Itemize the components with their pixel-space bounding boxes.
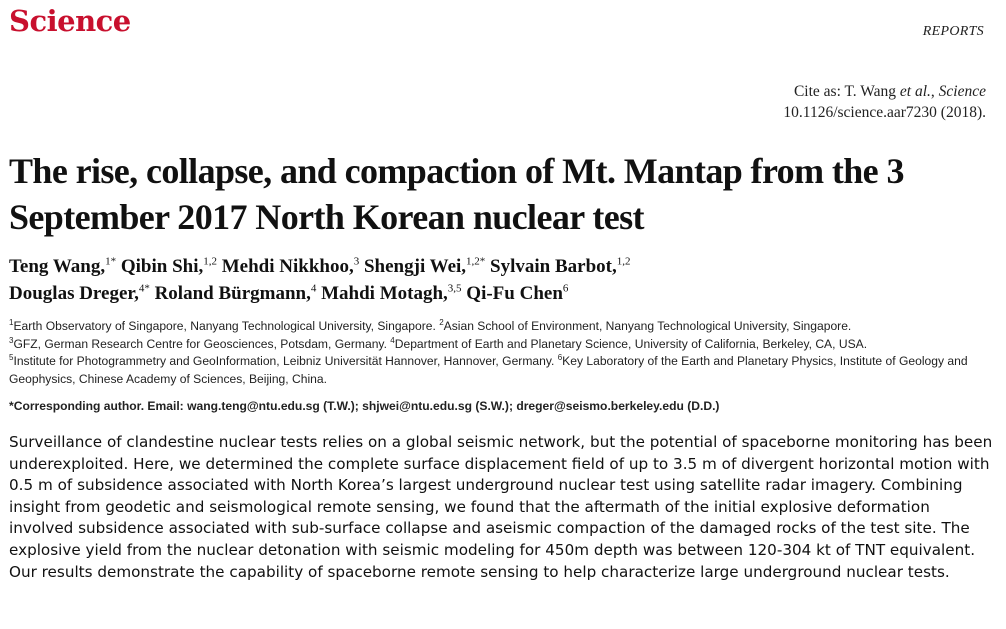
author-affil-sup: 3 <box>353 255 360 268</box>
author-name: Qibin Shi, <box>120 256 204 277</box>
citation <box>783 81 986 123</box>
citation-doi: 10.1126/science.aar7230 (2018). <box>783 104 986 121</box>
affiliation-number: 2 <box>439 317 444 327</box>
author-affil-sup: 4 <box>310 282 317 295</box>
journal-logo: Science <box>9 4 131 38</box>
citation-etal: et al. <box>899 83 931 100</box>
citation-prefix: Cite as: T. Wang <box>793 83 900 100</box>
author-name: Douglas Dreger, <box>9 283 139 304</box>
author-name: Shengji Wei, <box>363 256 467 277</box>
affiliation-number: 1 <box>9 317 14 327</box>
author-affil-sup: 1,2* <box>466 255 486 268</box>
paper-title: The rise, collapse, and compaction of Mt. Mantap from the 3 September 2017 North Korean nuclear test <box>9 151 904 237</box>
affiliation-text: Earth Observatory of Singapore, Nanyang Technological University, Singapore. <box>13 319 440 333</box>
abstract: Surveillance of clandestine nuclear tests relies on a global seismic network, but the potential of spaceborne monitoring has been underexploited. Here, we determined the complete surface displacement field of up to 3.5 m of divergent horizontal motion with 0.5 m of subsidence associated with North Korea’s largest underground nuclear test using satellite radar imagery. Combining insight from geodetic and seismological remote sensing, we found that the aftermath of the initial explosive deformation involved subsidence associated with sub-surface collapse and aseismic compaction of the damaged rocks of the test site. The explosive yield from the nuclear detonation with seismic modeling for 450m depth was between 120-304 kt of TNT equivalent. Our results demonstrate the capability of spaceborne remote sensing to help characterize large underground nuclear tests. <box>9 433 993 581</box>
author-name: Teng Wang, <box>9 256 106 277</box>
author <box>155 283 317 304</box>
author <box>9 283 150 304</box>
author-name: Mahdi Motagh, <box>321 283 448 304</box>
citation-comma: , <box>930 83 939 100</box>
affiliation-number: 4 <box>390 335 395 345</box>
author-affil-sup: 1* <box>105 255 117 268</box>
affiliation-text: Key Laboratory of the Earth and Planetary Physics, Institute of Geology and Geophysics, Chinese Academy of Sciences, Beijing, China. <box>9 354 968 386</box>
citation-line-1 <box>783 81 986 102</box>
author-affil-sup: 3,5 <box>447 282 462 295</box>
author <box>466 283 568 304</box>
author-affil-sup: 6 <box>562 282 569 295</box>
author-name: Mehdi Nikkhoo, <box>221 256 354 277</box>
affiliations <box>9 318 994 388</box>
citation-journal: Science <box>938 83 986 100</box>
author-list <box>9 253 994 307</box>
author-name: Sylvain Barbot, <box>490 256 617 277</box>
author <box>9 256 116 277</box>
author-affil-sup: 1,2 <box>616 255 631 268</box>
author-affil-sup: 4* <box>138 282 150 295</box>
affiliation-number: 6 <box>557 353 563 363</box>
author-affil-sup: 1,2 <box>203 255 217 268</box>
section-label: REPORTS <box>922 24 984 39</box>
affiliation-text: Institute for Photogrammetry and GeoInformation, Leibniz Universität Hannover, Hannover, Germany. <box>13 354 558 369</box>
affiliation-number: 3 <box>9 335 14 345</box>
author <box>321 283 461 304</box>
affiliation-text: Department of Earth and Planetary Science, University of California, Berkeley, CA, USA. <box>394 336 868 351</box>
author <box>121 256 217 277</box>
author <box>364 256 485 277</box>
author-name: Qi-Fu Chen <box>466 283 563 304</box>
affiliation-text: Asian School of Environment, Nanyang Technological University, Singapore. <box>443 319 852 333</box>
author-name: Roland Bürgmann, <box>154 283 311 304</box>
corresponding-author: *Corresponding author. Email: wang.teng@ntu.edu.sg (T.W.); shjwei@ntu.edu.sg (S.W.); dreger@seismo.berkeley.edu (D.D.) <box>9 399 720 413</box>
affiliation-text: GFZ, German Research Centre for Geosciences, Potsdam, Germany. <box>13 336 391 351</box>
affiliation-number: 5 <box>9 353 14 363</box>
author <box>490 256 630 277</box>
author <box>222 256 359 277</box>
